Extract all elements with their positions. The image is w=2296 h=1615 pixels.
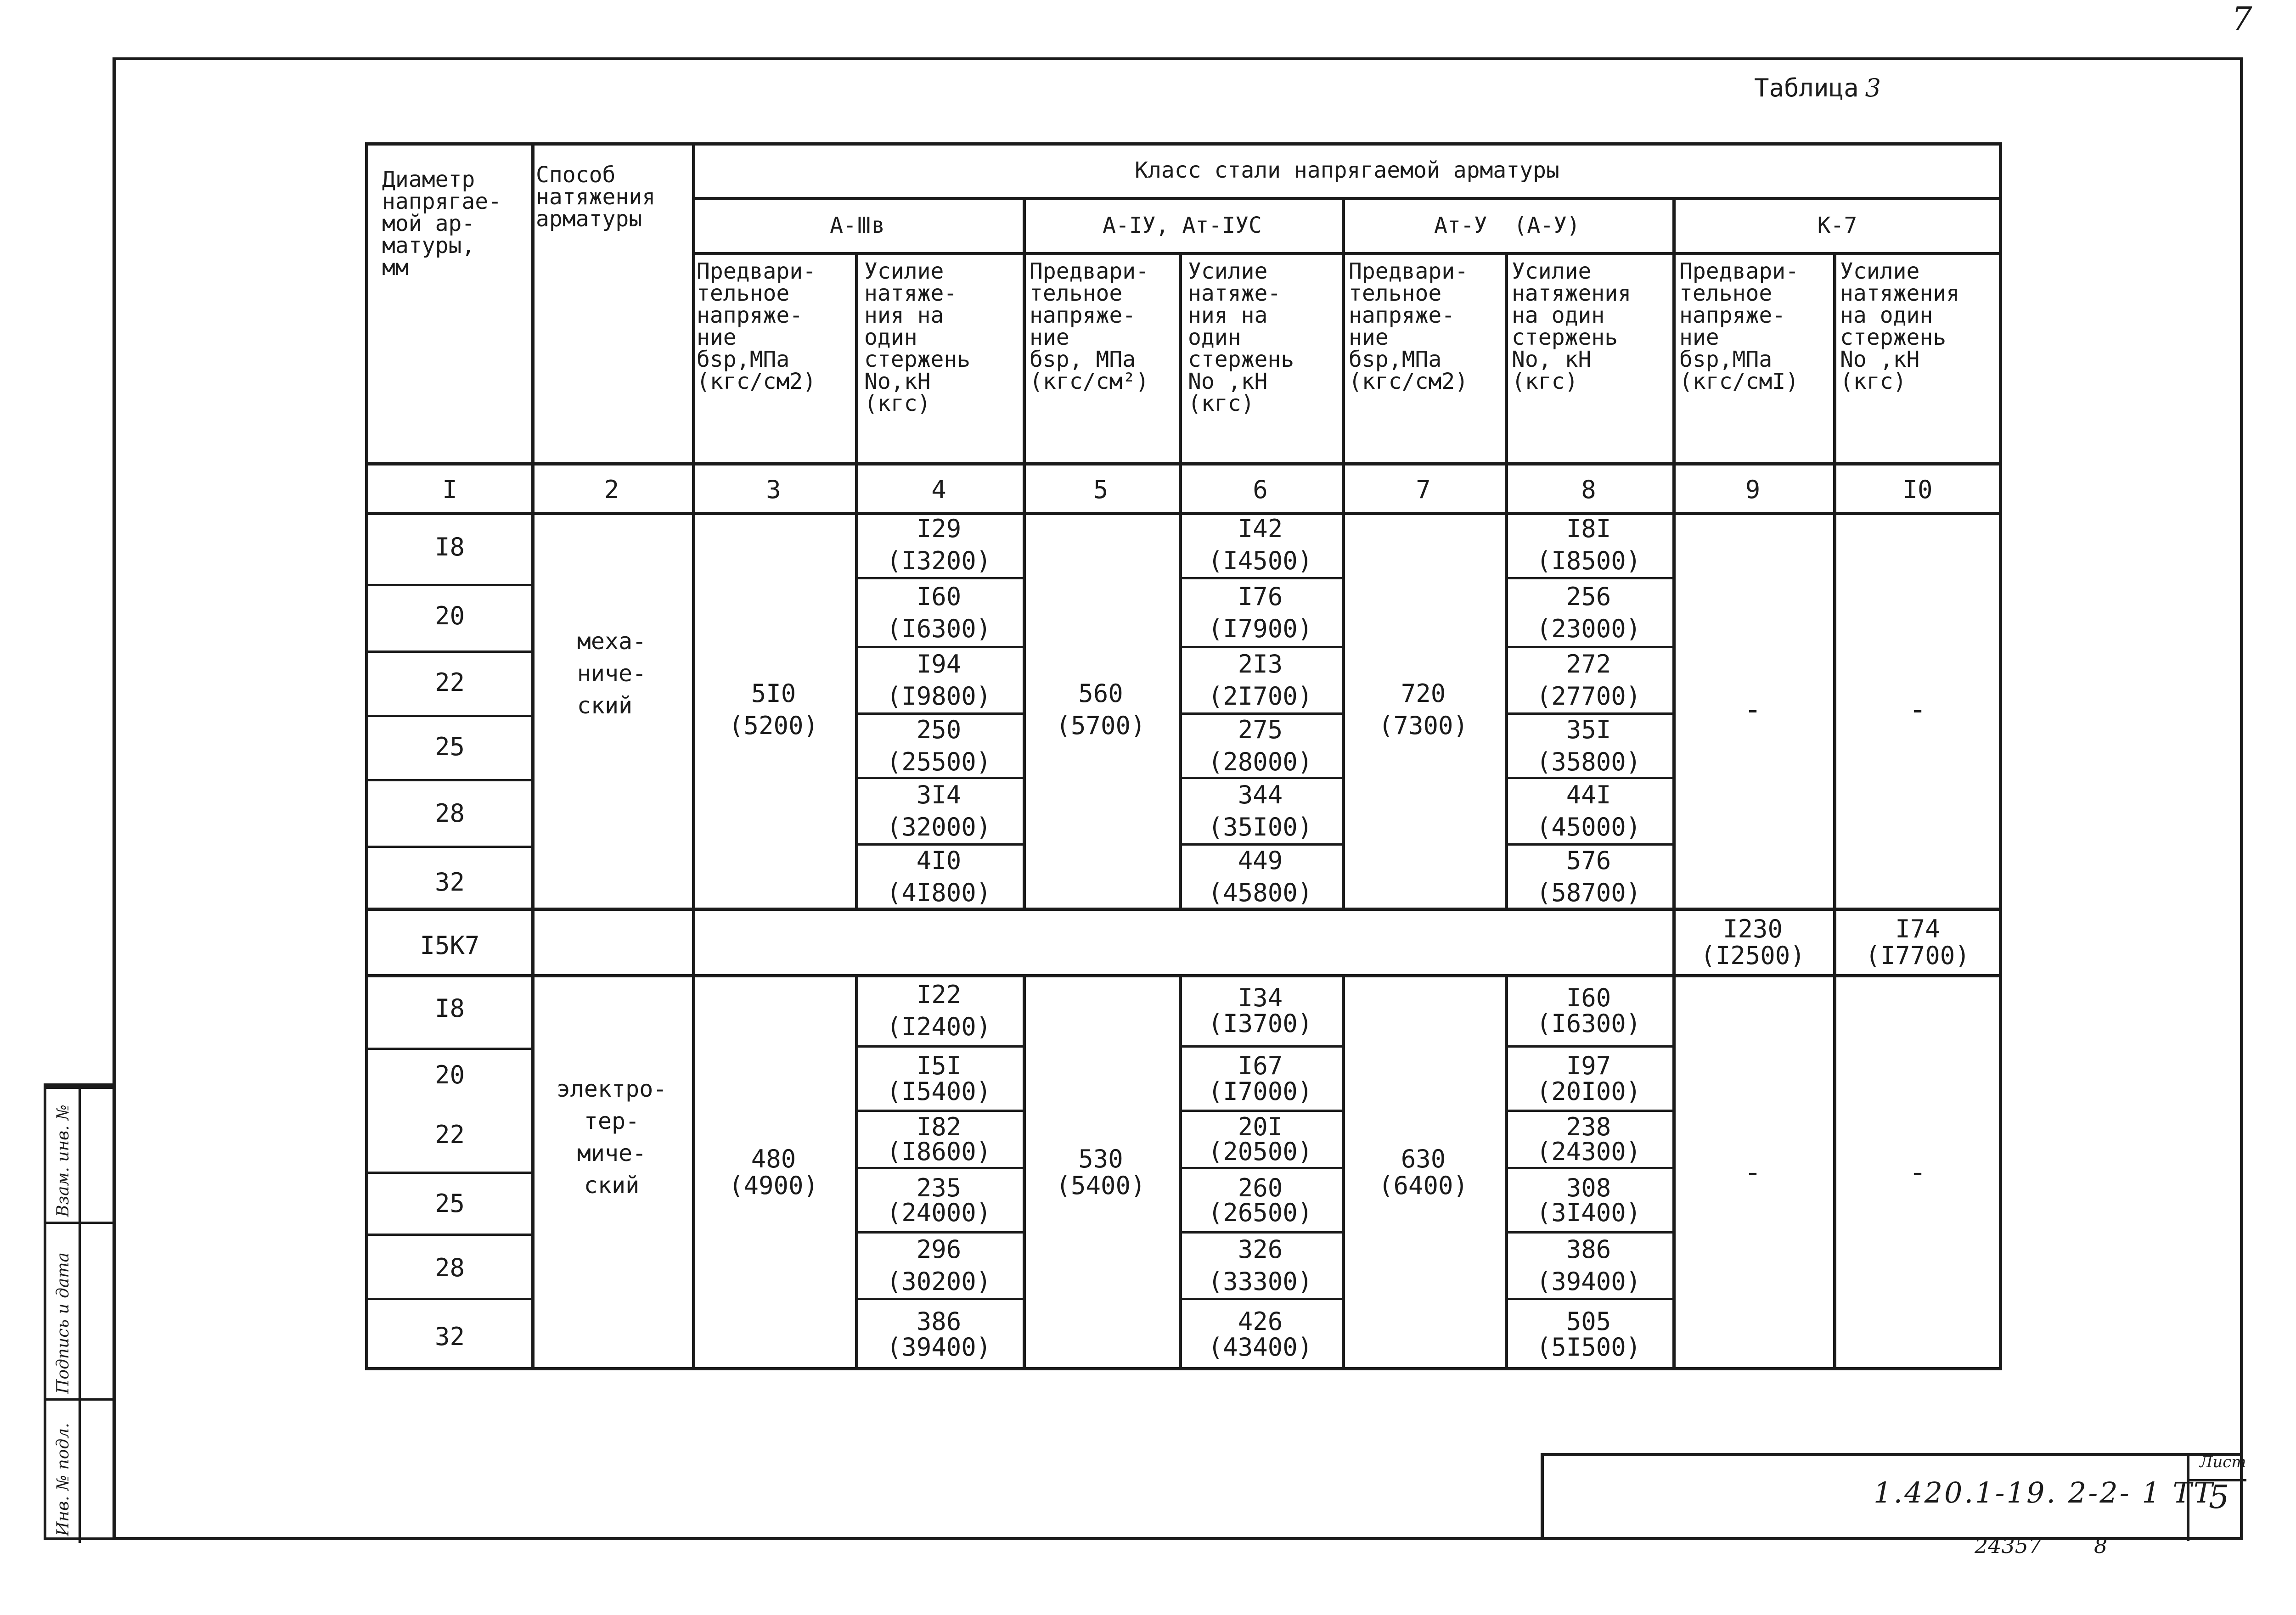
force-cell: 235 (24000)	[886, 1173, 991, 1227]
stress-col7-mechanical: 720 (7300)	[1378, 679, 1469, 740]
stress-col3-electrothermal: 480 (4900)	[728, 1144, 819, 1200]
k7-force-cell: I74 (I7700)	[1865, 914, 1970, 970]
force-cell: 260 (26500)	[1208, 1173, 1313, 1227]
subheader-col7: Предвари- тельное напряже- ние бsp,МПа (кгс/см2)	[1349, 258, 1469, 394]
diameter-cell: 20	[434, 601, 465, 630]
col-number: 3	[766, 475, 781, 504]
stress-col7-electrothermal: 630 (6400)	[1378, 1144, 1469, 1200]
force-cell: I29 (I3200)	[886, 514, 991, 575]
col-number: I0	[1902, 475, 1933, 504]
page-number: 7	[2232, 0, 2252, 38]
diameter-cell-k7: I5K7	[420, 931, 480, 960]
stamp-signature-label: Подпись и дата	[54, 1252, 73, 1394]
force-cell: 44I (45000)	[1536, 780, 1641, 841]
force-cell: 296 (30200)	[886, 1235, 991, 1296]
force-cell: 4I0 (4I800)	[886, 846, 991, 907]
col-number: 5	[1093, 475, 1109, 504]
force-cell: 3I4 (32000)	[886, 780, 991, 841]
col-number: 6	[1253, 475, 1268, 504]
header-steel-class: Класс стали напрягаемой арматуры	[1135, 157, 1559, 183]
force-cell: 426 (43400)	[1208, 1307, 1313, 1362]
method-electrothermal: электро- тер- миче- ский	[556, 1076, 667, 1199]
force-cell: 272 (27700)	[1536, 650, 1641, 711]
subheader-col8: Усилие натяжения на один стержень No, кН (кгс)	[1512, 258, 1632, 394]
col-number: 4	[931, 475, 946, 504]
force-cell: I60 (I6300)	[1536, 983, 1641, 1038]
table-caption-label: Таблица	[1754, 73, 1859, 102]
footer-number: 24357	[1975, 1533, 2042, 1558]
diameter-cell: 32	[434, 1322, 465, 1351]
force-cell: 20I (20500)	[1208, 1112, 1313, 1166]
force-cell: I82 (I8600)	[886, 1112, 991, 1166]
stress-col5-mechanical: 560 (5700)	[1056, 679, 1146, 740]
table-caption	[1754, 73, 1881, 102]
force-cell: 238 (24300)	[1536, 1112, 1641, 1166]
force-cell: 449 (45800)	[1208, 846, 1313, 907]
diameter-cell: I8	[434, 533, 465, 561]
diameter-cell: 25	[434, 1189, 465, 1218]
force-cell: 250 (25500)	[886, 715, 991, 776]
steel-table	[365, 142, 2002, 1370]
force-cell: I8I (I8500)	[1536, 514, 1641, 575]
subheader-col4: Усилие натяже- ния на один стержень No,кН (кгс)	[864, 258, 971, 416]
force-cell: I97 (20I00)	[1536, 1051, 1641, 1106]
diameter-cell: 32	[434, 868, 465, 897]
header-group-at5: Ат-У (А-У)	[1434, 213, 1580, 238]
force-cell: 2I3 (2I700)	[1208, 650, 1313, 711]
col-number: 8	[1581, 475, 1596, 504]
force-cell: I22 (I2400)	[886, 980, 991, 1041]
col-number: I	[442, 475, 457, 504]
force-cell: I5I (I5400)	[886, 1051, 991, 1106]
force-cell: 326 (33300)	[1208, 1235, 1313, 1296]
sheet-label: Лист	[2200, 1453, 2246, 1471]
subheader-col9: Предвари- тельное напряже- ние бsp,МПа (кгс/смI)	[1679, 258, 1799, 394]
force-cell: 35I (35800)	[1536, 715, 1641, 776]
document-code: 1.420.1-19. 2-2- 1 ТТ	[1874, 1476, 2215, 1509]
force-cell: I60 (I6300)	[886, 582, 991, 643]
force-col10-mechanical: -	[1908, 693, 1927, 727]
subheader-col5: Предвари- тельное напряже- ние бsp, МПа (кгс/см²)	[1030, 258, 1149, 394]
side-stamp	[44, 1083, 113, 1540]
diameter-cell: 28	[434, 799, 465, 828]
stress-col5-electrothermal: 530 (5400)	[1056, 1144, 1146, 1200]
force-cell: 275 (28000)	[1208, 715, 1313, 776]
header-diameter: Диаметр напрягае- мой ар- матуры, мм	[382, 167, 502, 280]
method-mechanical: меха- ниче- ский	[577, 628, 647, 719]
force-cell: I34 (I3700)	[1208, 983, 1313, 1038]
stress-col3-mechanical: 5I0 (5200)	[728, 679, 819, 740]
stamp-inv-label: Инв. № подл.	[54, 1423, 73, 1536]
force-cell: 505 (5I500)	[1536, 1307, 1641, 1362]
header-group-a4: А-IУ, Ат-IУС	[1103, 213, 1262, 238]
k7-stress-cell: I230 (I2500)	[1700, 914, 1805, 970]
header-method: Способ натяжения арматуры	[536, 162, 656, 232]
diameter-cell: 22	[434, 1120, 465, 1149]
footer-sub-number: 8	[2094, 1533, 2108, 1558]
force-cell: I94 (I9800)	[886, 650, 991, 711]
diameter-cell: 28	[434, 1253, 465, 1282]
table-caption-number: 3	[1865, 73, 1881, 102]
subheader-col3: Предвари- тельное напряже- ние бsp,МПа (кгс/см2)	[697, 258, 816, 394]
force-cell: 308 (3I400)	[1536, 1173, 1641, 1227]
header-group-a3v: А-Ⅲв	[830, 213, 885, 238]
force-cell: I42 (I4500)	[1208, 514, 1313, 575]
force-cell: 386 (39400)	[1536, 1235, 1641, 1296]
stress-col9-electrothermal: -	[1744, 1155, 1762, 1189]
force-cell: 576 (58700)	[1536, 846, 1641, 907]
diameter-cell: 25	[434, 732, 465, 761]
subheader-col6: Усилие натяже- ния на один стержень No ,кН (кгс)	[1188, 258, 1294, 416]
force-cell: I67 (I7000)	[1208, 1051, 1313, 1106]
header-group-k7: К-7	[1817, 213, 1857, 238]
force-cell: I76 (I7900)	[1208, 582, 1313, 643]
stamp-replacement-label: Взам. инв. №	[54, 1104, 73, 1217]
col-number: 2	[604, 475, 619, 504]
diameter-cell: 20	[434, 1060, 465, 1089]
force-col10-electrothermal: -	[1908, 1155, 1927, 1189]
col-number: 9	[1745, 475, 1761, 504]
force-cell: 256 (23000)	[1536, 582, 1641, 643]
sheet-number: 5	[2209, 1478, 2229, 1516]
subheader-col10: Усилие натяжения на один стержень No ,кН (кгс)	[1840, 258, 1960, 394]
force-cell: 344 (35I00)	[1208, 780, 1313, 841]
diameter-cell: I8	[434, 994, 465, 1023]
diameter-cell: 22	[434, 668, 465, 697]
col-number: 7	[1416, 475, 1431, 504]
force-cell: 386 (39400)	[886, 1307, 991, 1362]
stress-col9-mechanical: -	[1744, 693, 1762, 727]
